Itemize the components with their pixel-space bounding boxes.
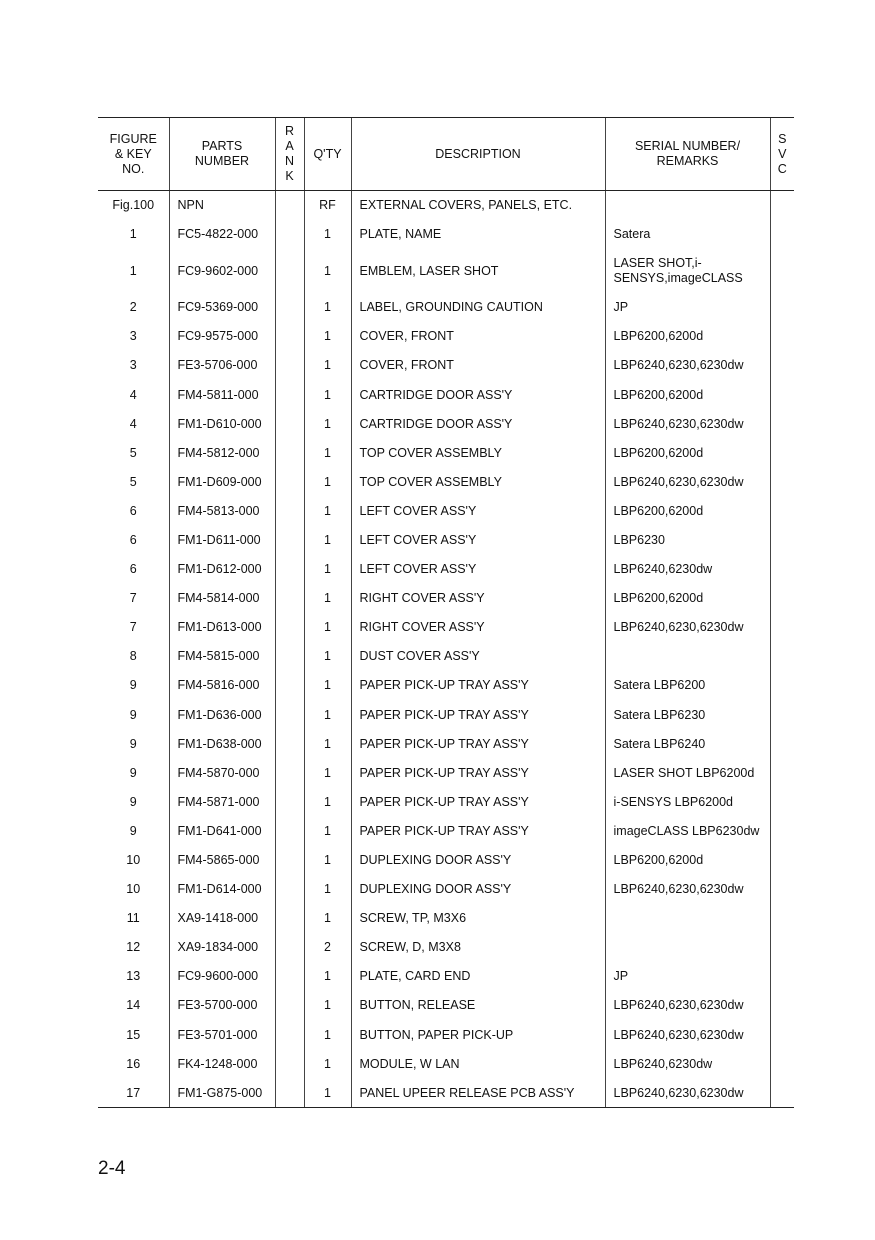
cell-description: COVER, FRONT [351,322,605,351]
cell-figure-key: 4 [129,416,137,431]
cell-remarks: Satera LBP6230 [605,700,770,729]
cell-rank [275,787,304,816]
cell-qty: 1 [304,293,351,322]
cell-description: PAPER PICK-UP TRAY ASS'Y [351,729,605,758]
table-row [98,845,794,874]
cell-qty: 1 [304,438,351,467]
cell-remarks: i-SENSYS LBP6200d [605,787,770,816]
cell-qty: 1 [304,787,351,816]
cell-rank [275,1049,304,1078]
cell-description: MODULE, W LAN [351,1049,605,1078]
cell-remarks: LASER SHOT,i-SENSYS,imageCLASS [605,249,770,293]
header-figure-key-no: FIGURE & KEY NO. [98,118,169,191]
cell-rank [275,351,304,380]
cell-svc [770,875,794,904]
table-row [98,816,794,845]
cell-svc [770,220,794,249]
cell-parts-number: FE3-5706-000 [169,351,275,380]
cell-svc [770,351,794,380]
cell-description: EMBLEM, LASER SHOT [351,249,605,293]
cell-figure-key: 10 [126,853,141,868]
cell-qty: 1 [304,613,351,642]
cell-description: SCREW, TP, M3X6 [351,904,605,933]
cell-parts-number: FM4-5811-000 [169,380,275,409]
cell-description: LABEL, GROUNDING CAUTION [351,293,605,322]
cell-qty: 1 [304,322,351,351]
cell-parts-number: FC9-5369-000 [169,293,275,322]
cell-remarks: LBP6240,6230dw [605,555,770,584]
cell-parts-number: FM1-D614-000 [169,875,275,904]
cell-figure-key: 7 [129,620,137,635]
cell-rank [275,904,304,933]
cell-figure-key: 7 [129,591,137,606]
table-row [98,584,794,613]
cell-figure-key: 9 [129,794,137,809]
cell-rank [275,875,304,904]
cell-qty: 1 [304,220,351,249]
header-svc: S V C [770,118,794,191]
cell-qty: 1 [304,700,351,729]
cell-rank [275,191,304,220]
table-row [98,642,794,671]
cell-svc [770,191,794,220]
cell-qty: 2 [304,933,351,962]
cell-remarks [605,904,770,933]
cell-remarks: imageCLASS LBP6230dw [605,816,770,845]
cell-qty: 1 [304,758,351,787]
cell-description: PAPER PICK-UP TRAY ASS'Y [351,758,605,787]
table-row [98,525,794,554]
cell-parts-number: XA9-1418-000 [169,904,275,933]
cell-qty: 1 [304,816,351,845]
cell-parts-number: FM1-D613-000 [169,613,275,642]
cell-qty: 1 [304,584,351,613]
cell-qty: 1 [304,1020,351,1049]
cell-remarks: LBP6240,6230,6230dw [605,875,770,904]
cell-svc [770,700,794,729]
cell-rank [275,962,304,991]
cell-parts-number: FM1-G875-000 [169,1078,275,1107]
cell-figure-key: 6 [129,503,137,518]
cell-remarks [605,642,770,671]
table-row [98,729,794,758]
cell-rank [275,584,304,613]
cell-qty: 1 [304,467,351,496]
table-row [98,409,794,438]
cell-parts-number: FM1-D641-000 [169,816,275,845]
cell-figure-key: 17 [98,1078,169,1107]
cell-qty: 1 [304,249,351,293]
cell-parts-number: FC5-4822-000 [169,220,275,249]
table-row [98,787,794,816]
cell-qty: 1 [304,875,351,904]
cell-remarks: LBP6240,6230,6230dw [605,613,770,642]
cell-description: DUPLEXING DOOR ASS'Y [351,875,605,904]
cell-svc [770,409,794,438]
table-row [98,1020,794,1049]
cell-parts-number: FM4-5815-000 [169,642,275,671]
cell-description: RIGHT COVER ASS'Y [351,584,605,613]
cell-svc [770,293,794,322]
table-row [98,191,794,220]
cell-svc [770,962,794,991]
cell-figure-key: 1 [129,263,137,278]
cell-description: PLATE, CARD END [351,962,605,991]
cell-description: BUTTON, PAPER PICK-UP [351,1020,605,1049]
cell-description: PAPER PICK-UP TRAY ASS'Y [351,700,605,729]
cell-description: LEFT COVER ASS'Y [351,496,605,525]
cell-remarks: LBP6240,6230,6230dw [605,1020,770,1049]
cell-description: DUPLEXING DOOR ASS'Y [351,845,605,874]
table-row [98,700,794,729]
table-row [98,613,794,642]
cell-description: LEFT COVER ASS'Y [351,555,605,584]
cell-svc [770,380,794,409]
cell-figure-key: 6 [129,562,137,577]
header-description: DESCRIPTION [351,118,605,191]
cell-qty: 1 [304,729,351,758]
header-parts-number: PARTS NUMBER [169,118,275,191]
header-serial-remarks: SERIAL NUMBER/ REMARKS [605,118,770,191]
cell-qty: 1 [304,991,351,1020]
cell-parts-number: FE3-5701-000 [169,1020,275,1049]
cell-description: EXTERNAL COVERS, PANELS, ETC. [351,191,605,220]
table-row [98,322,794,351]
cell-parts-number: FM1-D636-000 [169,700,275,729]
cell-parts-number: FM4-5871-000 [169,787,275,816]
cell-svc [770,525,794,554]
table-row [98,438,794,467]
cell-description: COVER, FRONT [351,351,605,380]
cell-figure-key: 12 [126,940,141,955]
cell-figure-key: Fig.100 [112,198,155,213]
cell-parts-number: FM4-5865-000 [169,845,275,874]
cell-svc [770,845,794,874]
cell-description: DUST COVER ASS'Y [351,642,605,671]
cell-remarks: LASER SHOT LBP6200d [605,758,770,787]
cell-qty: 1 [304,671,351,700]
cell-remarks: LBP6200,6200d [605,438,770,467]
cell-figure-key: 9 [129,823,137,838]
cell-parts-number: FM4-5813-000 [169,496,275,525]
cell-description: CARTRIDGE DOOR ASS'Y [351,409,605,438]
cell-rank [275,555,304,584]
cell-description: RIGHT COVER ASS'Y [351,613,605,642]
cell-figure-key: 10 [126,882,141,897]
cell-qty: 1 [304,962,351,991]
table-header [98,118,794,191]
cell-description: PAPER PICK-UP TRAY ASS'Y [351,671,605,700]
cell-rank [275,642,304,671]
cell-figure-key: 14 [126,998,141,1013]
cell-parts-number: FM1-D612-000 [169,555,275,584]
cell-parts-number: XA9-1834-000 [169,933,275,962]
cell-qty: 1 [304,1078,351,1107]
cell-figure-key: 9 [129,736,137,751]
cell-rank [275,525,304,554]
cell-figure-key: 11 [126,911,140,926]
cell-qty: 1 [304,555,351,584]
cell-parts-number: FM4-5814-000 [169,584,275,613]
cell-rank [275,438,304,467]
cell-svc [770,642,794,671]
cell-parts-number: FM1-D609-000 [169,467,275,496]
table-row [98,555,794,584]
table-row [98,758,794,787]
cell-rank [275,1078,304,1107]
cell-figure-key: 5 [129,474,137,489]
cell-svc [770,816,794,845]
cell-qty: 1 [304,525,351,554]
cell-description: TOP COVER ASSEMBLY [351,467,605,496]
cell-figure-key: 3 [129,329,137,344]
cell-figure-key: 9 [129,707,137,722]
cell-parts-number: FM1-D610-000 [169,409,275,438]
cell-parts-number: NPN [169,191,275,220]
cell-parts-number: FM4-5812-000 [169,438,275,467]
cell-description: PAPER PICK-UP TRAY ASS'Y [351,816,605,845]
cell-remarks: LBP6230 [605,525,770,554]
cell-svc [770,671,794,700]
table-row [98,962,794,991]
cell-remarks: LBP6240,6230,6230dw [605,1078,770,1107]
cell-rank [275,467,304,496]
cell-svc [770,249,794,293]
cell-svc [770,584,794,613]
cell-remarks [605,933,770,962]
cell-figure-key: 5 [129,445,137,460]
cell-remarks: Satera LBP6240 [605,729,770,758]
cell-figure-key: 4 [129,387,137,402]
cell-parts-number: FC9-9600-000 [169,962,275,991]
cell-figure-key: 6 [129,532,137,547]
cell-figure-key: 2 [129,300,137,315]
cell-svc [770,322,794,351]
cell-remarks: LBP6200,6200d [605,584,770,613]
cell-rank [275,293,304,322]
cell-qty: 1 [304,351,351,380]
table-row [98,380,794,409]
cell-description: PLATE, NAME [351,220,605,249]
cell-svc [770,991,794,1020]
cell-svc [770,496,794,525]
cell-remarks: JP [605,962,770,991]
table-row [98,1049,794,1078]
cell-remarks: LBP6200,6200d [605,322,770,351]
cell-description: TOP COVER ASSEMBLY [351,438,605,467]
cell-rank [275,700,304,729]
cell-svc [770,613,794,642]
cell-rank [275,933,304,962]
cell-description: BUTTON, RELEASE [351,991,605,1020]
cell-description: PAPER PICK-UP TRAY ASS'Y [351,787,605,816]
cell-qty: RF [304,191,351,220]
cell-qty: 1 [304,904,351,933]
cell-svc [770,1049,794,1078]
cell-rank [275,322,304,351]
table-row [98,220,794,249]
table-row [98,351,794,380]
cell-rank [275,249,304,293]
header-rank: R A N K [275,118,304,191]
cell-svc [770,1020,794,1049]
cell-svc [770,1078,794,1107]
cell-rank [275,816,304,845]
cell-remarks: Satera LBP6200 [605,671,770,700]
cell-rank [275,1020,304,1049]
cell-description: CARTRIDGE DOOR ASS'Y [351,380,605,409]
cell-qty: 1 [304,845,351,874]
cell-svc [770,758,794,787]
table-body [98,191,794,1108]
cell-remarks: LBP6240,6230,6230dw [605,351,770,380]
cell-parts-number: FM4-5870-000 [169,758,275,787]
cell-rank [275,729,304,758]
cell-figure-key: 1 [129,227,137,242]
cell-rank [275,671,304,700]
cell-rank [275,758,304,787]
cell-qty: 1 [304,409,351,438]
cell-svc [770,438,794,467]
cell-figure-key: 9 [129,765,137,780]
page-number: 2-4 [98,1158,126,1179]
cell-remarks: LBP6240,6230,6230dw [605,467,770,496]
cell-rank [275,220,304,249]
cell-remarks [605,191,770,220]
cell-svc [770,729,794,758]
cell-svc [770,787,794,816]
table-row [98,467,794,496]
table-row [98,496,794,525]
cell-rank [275,613,304,642]
header-row [98,118,794,191]
cell-figure-key: 8 [129,649,137,664]
cell-parts-number: FK4-1248-000 [169,1049,275,1078]
cell-rank [275,845,304,874]
cell-rank [275,991,304,1020]
table-row [98,991,794,1020]
cell-figure-key: 3 [129,358,137,373]
cell-figure-key: 16 [126,1056,141,1071]
cell-svc [770,555,794,584]
cell-remarks: LBP6240,6230,6230dw [605,991,770,1020]
cell-description: LEFT COVER ASS'Y [351,525,605,554]
cell-svc [770,904,794,933]
cell-figure-key: 13 [126,969,141,984]
cell-parts-number: FE3-5700-000 [169,991,275,1020]
cell-remarks: LBP6240,6230,6230dw [605,409,770,438]
cell-remarks: LBP6240,6230dw [605,1049,770,1078]
cell-description: PANEL UPEER RELEASE PCB ASS'Y [351,1078,605,1107]
cell-remarks: LBP6200,6200d [605,845,770,874]
cell-description: SCREW, D, M3X8 [351,933,605,962]
table-row [98,933,794,962]
cell-rank [275,409,304,438]
table-row [98,1078,794,1107]
cell-parts-number: FM1-D611-000 [169,525,275,554]
cell-figure-key: 15 [126,1027,141,1042]
cell-svc [770,933,794,962]
cell-parts-number: FM1-D638-000 [169,729,275,758]
cell-qty: 1 [304,1049,351,1078]
cell-qty: 1 [304,496,351,525]
cell-parts-number: FM4-5816-000 [169,671,275,700]
header-qty: Q'TY [304,118,351,191]
cell-parts-number: FC9-9575-000 [169,322,275,351]
cell-rank [275,380,304,409]
table-row [98,293,794,322]
cell-qty: 1 [304,380,351,409]
cell-remarks: Satera [605,220,770,249]
cell-parts-number: FC9-9602-000 [169,249,275,293]
cell-remarks: LBP6200,6200d [605,380,770,409]
table-row [98,671,794,700]
parts-list-table [98,117,794,1108]
table-row [98,904,794,933]
cell-figure-key: 9 [129,678,137,693]
cell-remarks: JP [605,293,770,322]
cell-rank [275,496,304,525]
cell-remarks: LBP6200,6200d [605,496,770,525]
table-row [98,875,794,904]
cell-qty: 1 [304,642,351,671]
table-row [98,249,794,293]
cell-svc [770,467,794,496]
